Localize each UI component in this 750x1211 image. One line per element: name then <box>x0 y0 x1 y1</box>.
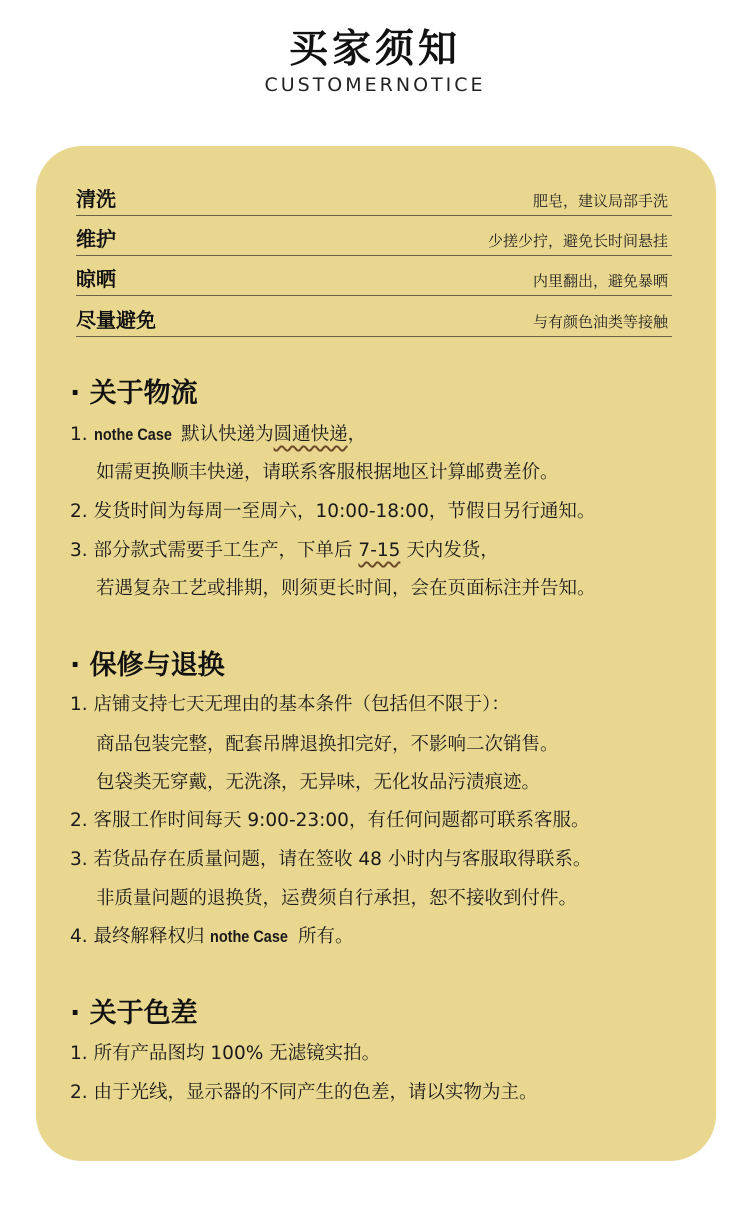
logistics-line-3-cont: 若遇复杂工艺或排期，则须更长时间，会在页面标注并告知。 <box>96 578 596 599</box>
warranty-line-1: 1. 店铺支持七天无理由的基本条件（包括但不限于）： <box>70 694 510 715</box>
warranty-line-3: 3. 若货品存在质量问题，请在签收 48 小时内与客服取得联系。 <box>70 849 592 870</box>
page-subtitle: CUSTOMERNOTICE <box>264 74 486 96</box>
logistics-line-1 <box>70 420 366 446</box>
warranty-line-3-cont: 非质量问题的退换货，运费须自行承担，恕不接收到付件。 <box>96 888 578 909</box>
care-value: 少搓少拧，避免长时间悬挂 <box>487 232 668 250</box>
color-line-1: 1. 所有产品图均 100% 无滤镜实拍。 <box>70 1043 381 1064</box>
highlight-courier: 圆通快递 <box>273 424 348 445</box>
highlight-days: 7-15 <box>358 540 401 561</box>
care-row-wash <box>76 182 672 216</box>
line-text: ， <box>347 424 367 445</box>
care-label: 尽量避免 <box>76 308 156 332</box>
section-title-logistics: · 关于物流 <box>70 378 198 409</box>
logistics-line-1-cont: 如需更换顺丰快递，请联系客服根据地区计算邮费差价。 <box>96 462 559 483</box>
care-row-avoid <box>76 303 672 337</box>
logistics-line-3 <box>70 536 499 562</box>
care-value: 内里翻出，避免暴晒 <box>532 272 668 290</box>
brand-name: nothe Case <box>210 927 289 946</box>
line-text: 所有。 <box>292 926 354 947</box>
care-value: 与有颜色油类等接触 <box>532 313 668 331</box>
logistics-line-2: 2. 发货时间为每周一至周六，10:00-18:00，节假日另行通知。 <box>70 501 596 522</box>
care-row-maintain <box>76 222 672 256</box>
warranty-line-1-cont-1: 商品包装完整，配套吊牌退换扣完好，不影响二次销售。 <box>96 734 559 755</box>
warranty-line-2: 2. 客服工作时间每天 9:00-23:00，有任何问题都可联系客服。 <box>70 810 590 831</box>
line-text: 3. 部分款式需要手工生产，下单后 <box>70 540 359 561</box>
section-title-color: · 关于色差 <box>70 998 198 1029</box>
color-line-2: 2. 由于光线，显示器的不同产生的色差，请以实物为主。 <box>70 1082 538 1103</box>
section-title-warranty: · 保修与退换 <box>70 650 225 681</box>
line-text: 4. 最终解释权归 <box>70 926 211 947</box>
line-text: 默认快递为 <box>175 424 274 445</box>
warranty-line-4 <box>70 922 353 948</box>
care-value: 肥皂，建议局部手洗 <box>532 192 668 210</box>
line-text: 天内发货， <box>400 540 499 561</box>
care-label: 维护 <box>76 227 116 251</box>
page-title: 买家须知 <box>288 27 461 72</box>
care-label: 晾晒 <box>76 267 116 291</box>
brand-name: nothe Case <box>93 425 172 444</box>
warranty-line-1-cont-2: 包袋类无穿戴，无洗涤，无异味，无化妆品污渍痕迹。 <box>96 772 541 793</box>
line-number: 1. <box>70 424 88 445</box>
care-row-dry <box>76 262 672 296</box>
care-label: 清洗 <box>76 187 116 211</box>
